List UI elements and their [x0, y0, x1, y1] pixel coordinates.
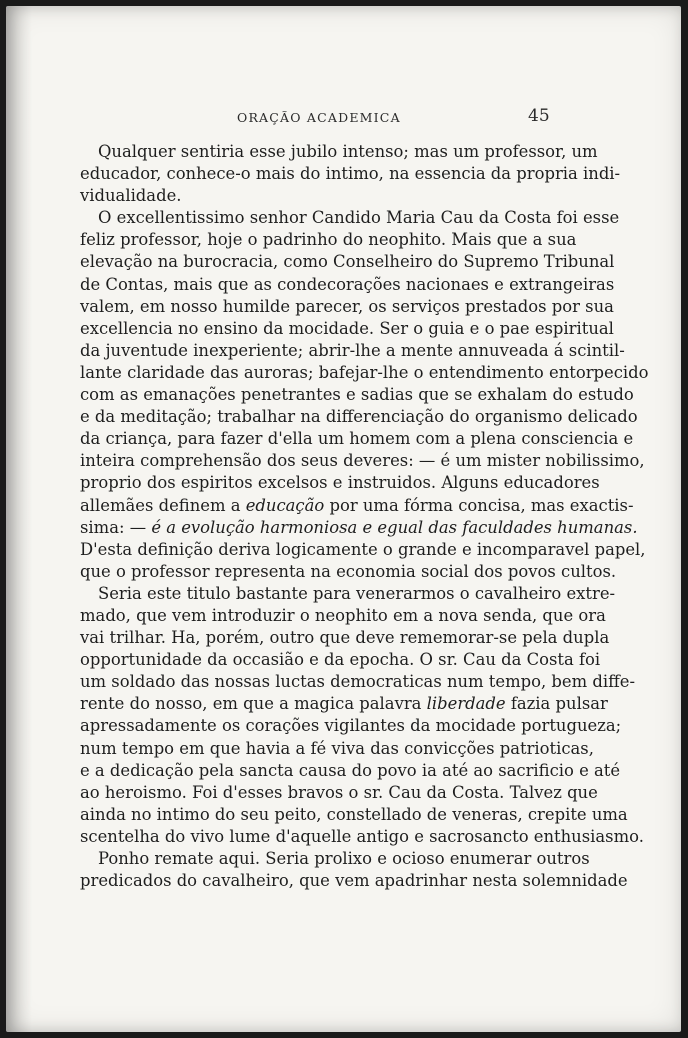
- text-line: [80, 870, 628, 892]
- text-run: opportunidade da occasião e da epocha. O sr. Cau da Costa foi: [80, 650, 601, 670]
- text-run: que o professor representa na economia social dos povos cultos.: [80, 561, 617, 581]
- text-run: da juventude inexperiente; abrir-lhe a mente annuveada á scintil-: [80, 340, 625, 360]
- text-line: [80, 296, 614, 318]
- page-number: 45: [528, 106, 550, 126]
- text-run: por uma fórma concisa, mas exactis-: [324, 495, 634, 515]
- text-line: [80, 715, 622, 737]
- text-run: vai trilhar. Ha, porém, outro que deve rememorar-se pela dupla: [80, 628, 610, 648]
- text-run: lante claridade das auroras; bafejar-lhe o entendimento entorpecido: [80, 362, 649, 382]
- text-run: e a dedicação pela sancta causa do povo ia até ao sacrificio e até: [80, 760, 621, 780]
- italic-text: educação: [245, 495, 325, 515]
- text-line: [80, 472, 600, 494]
- text-run: sima: —: [80, 517, 152, 537]
- text-line: [80, 826, 644, 848]
- text-run: Ponho remate aqui. Seria prolixo e ocioso enumerar outros: [98, 849, 590, 868]
- body-text: [80, 141, 649, 892]
- running-head: ORAÇÃO ACADEMICA: [237, 110, 401, 125]
- text-run: ainda no intimo do seu peito, constellado de veneras, crepite uma: [80, 804, 628, 824]
- text-line: [80, 406, 638, 428]
- text-line: [80, 671, 635, 693]
- italic-text: liberdade: [426, 694, 506, 714]
- text-run: vidualidade.: [80, 186, 182, 206]
- text-line: [80, 693, 608, 715]
- text-line: [80, 804, 628, 826]
- text-run: fazia pulsar: [505, 694, 608, 714]
- text-line: [80, 185, 553, 207]
- text-line: [80, 760, 621, 782]
- text-line: [80, 274, 615, 296]
- text-run: feliz professor, hoje o padrinho do neophito. Mais que a sua: [80, 230, 577, 250]
- text-run: inteira comprehensão dos seus deveres: — é um mister nobilissimo,: [80, 451, 645, 471]
- text-line: [80, 340, 625, 362]
- text-run: mado, que vem introduzir o neophito em a nova senda, que ora: [80, 605, 606, 625]
- text-run: O excellentissimo senhor Candido Maria Cau da Costa foi esse: [98, 208, 620, 228]
- text-run: com as emanações penetrantes e sadias que se exhalam do estudo: [80, 385, 634, 405]
- text-run: da criança, para fazer d'ella um homem com a plena consciencia e: [80, 429, 634, 449]
- text-line: [80, 229, 577, 251]
- text-run: excellencia no ensino da mocidade. Ser o guia e o pae espiritual: [80, 318, 614, 338]
- text-run: allemães definem a: [80, 495, 246, 515]
- text-line: [80, 428, 634, 450]
- text-line: [80, 649, 601, 671]
- text-line: [80, 362, 649, 384]
- text-run: e da meditação; trabalhar na differenciação do organismo delicado: [80, 407, 638, 427]
- text-line: [80, 251, 615, 273]
- text-run: educador, conhece-o mais do intimo, na essencia da propria indi-: [80, 164, 621, 184]
- book-page: [6, 6, 681, 1032]
- text-run: Seria este titulo bastante para venerarmos o cavalheiro extre-: [98, 583, 616, 603]
- text-line: [80, 450, 645, 472]
- text-run: rente do nosso, em que a magica palavra: [80, 694, 427, 714]
- text-line: [80, 495, 634, 517]
- text-line: [80, 627, 610, 649]
- text-line: [80, 738, 594, 760]
- text-run: num tempo em que havia a fé viva das convicções patrioticas,: [80, 738, 594, 758]
- text-run: ao heroismo. Foi d'esses bravos o sr. Cau da Costa. Talvez que: [80, 782, 598, 802]
- text-run: de Contas, mais que as condecorações nacionaes e extrangeiras: [80, 274, 615, 294]
- text-line: [80, 141, 598, 163]
- text-line: [80, 384, 634, 406]
- text-run: scentelha do vivo lume d'aquelle antigo e sacrosancto enthusiasmo.: [80, 826, 644, 846]
- text-run: Qualquer sentiria esse jubilo intenso; mas um professor, um: [98, 142, 598, 161]
- text-run: apressadamente os corações vigilantes da mocidade portugueza;: [80, 716, 622, 736]
- text-run: valem, em nosso humilde parecer, os serviços prestados por sua: [80, 296, 614, 316]
- italic-text: é a evolução harmoniosa e egual das faculdades humanas.: [151, 517, 638, 537]
- text-line: [80, 583, 616, 605]
- text-run: elevação na burocracia, como Conselheiro do Supremo Tribunal: [80, 252, 615, 272]
- text-line: [80, 207, 620, 229]
- text-line: [80, 517, 638, 539]
- text-run: D'esta definição deriva logicamente o grande e incomparavel papel,: [80, 539, 646, 559]
- text-line: [80, 539, 646, 561]
- text-line: [80, 848, 590, 870]
- text-run: um soldado das nossas luctas democraticas num tempo, bem diffe-: [80, 672, 635, 692]
- text-run: proprio dos espiritos excelsos e instruidos. Alguns educadores: [80, 473, 600, 493]
- text-run: predicados do cavalheiro, que vem apadrinhar nesta solemnidade: [80, 871, 628, 891]
- text-line: [80, 782, 598, 804]
- text-line: [80, 561, 617, 583]
- text-line: [80, 605, 606, 627]
- text-line: [80, 318, 614, 340]
- text-line: [80, 163, 621, 185]
